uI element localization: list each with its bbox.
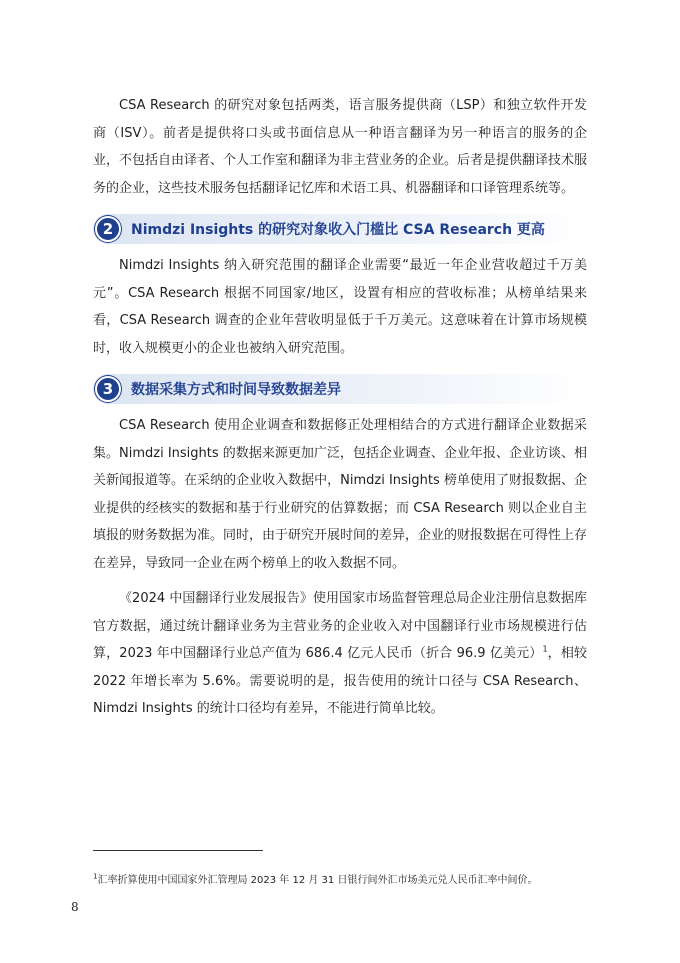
paragraph-china-report-part1: 《2024 中国翻译行业发展报告》使用国家市场监督管理总局企业注册信息数据库官方数据，通过统计翻译业务为主营业务的企业收入对中国翻译行业市场规模进行估算，2023 年中国翻译行业总产值为 686.4 亿元人民币（折合 96.9 亿美元） — [93, 591, 587, 661]
footnote-text: 汇率折算使用中国国家外汇管理局 2023 年 12 月 31 日银行间外汇市场美元兑人民币汇率中间价。 — [97, 875, 538, 886]
document-body — [93, 92, 587, 723]
footnote-mark: 1 — [93, 872, 98, 881]
footnote — [93, 874, 593, 888]
footnote-reference[interactable]: 1 — [542, 644, 548, 654]
paragraph-china-report — [93, 585, 587, 723]
page-number: 8 — [71, 900, 79, 914]
section-number-badge: 3 — [95, 376, 121, 402]
paragraph-china-report-part2: ，相较 2022 年增长率为 5.6%。需要说明的是，报告使用的统计口径与 CSA Research、Nimdzi Insights 的统计口径均有差异，不能进行简单比较。 — [93, 646, 587, 716]
paragraph-data-collection: CSA Research 使用企业调查和数据修正处理相结合的方式进行翻译企业数据采集。Nimdzi Insights 的数据来源更加广泛，包括企业调查、企业年报、企业访谈、相关新闻报道等。在采纳的企业收入数据中，Nimdzi Insights 榜单使用了财报数据、企业提供的经核实的数据和基于行业研究的估算数据；而 CSA Research 则以企业自主填报的财务数据为准。同时，由于研究开展时间的差异，企业的财报数据在可得性上存在差异，导致同一企业在两个榜单上的收入数据不同。 — [93, 418, 588, 571]
footnote-divider — [93, 850, 263, 851]
section-title: 数据采集方式和时间导致数据差异 — [131, 382, 341, 398]
paragraph-revenue-threshold: Nimdzi Insights 纳入研究范围的翻译企业需要“最近一年企业营收超过千万美元”。CSA Research 根据不同国家/地区，设置有相应的营收标准；从榜单结果来看，CSA Research 调查的企业年营收明显低于千万美元。这意味着在计算市场规模时，收入规模更小的企业也被纳入研究范围。 — [93, 258, 587, 356]
section-heading-2 — [93, 214, 587, 244]
section-number-badge: 2 — [95, 216, 121, 242]
paragraph-csa-research-scope: CSA Research 的研究对象包括两类，语言服务提供商（LSP）和独立软件开发商（ISV）。前者是提供将口头或书面信息从一种语言翻译为另一种语言的服务的企业，不包括自由译者、个人工作室和翻译为非主营业务的企业。后者是提供翻译技术服务的企业，这些技术服务包括翻译记忆库和术语工具、机器翻译和口译管理系统等。 — [93, 98, 588, 196]
section-title: Nimdzi Insights 的研究对象收入门槛比 CSA Research 更高 — [131, 222, 545, 238]
section-heading-3 — [93, 374, 587, 404]
